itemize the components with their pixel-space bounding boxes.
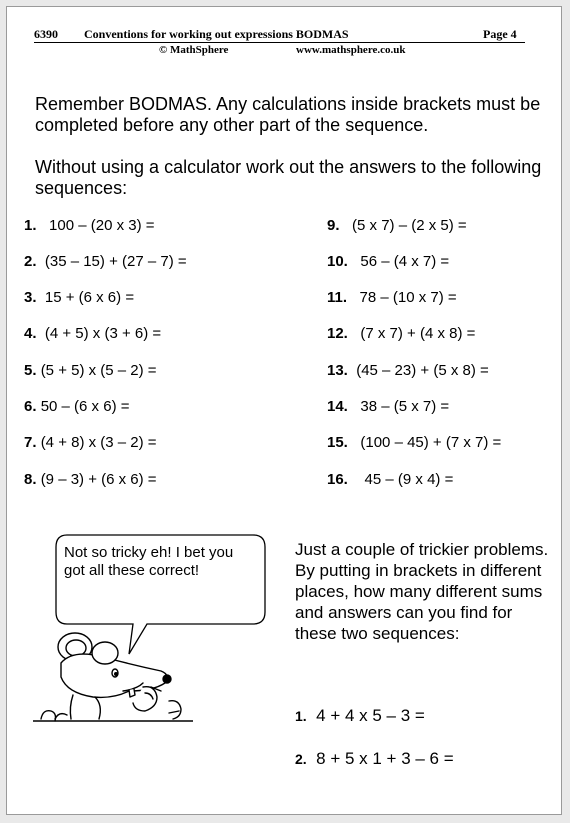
question-5 bbox=[24, 362, 157, 379]
question-number: 16. bbox=[327, 471, 348, 488]
copyright: © MathSphere bbox=[159, 44, 229, 56]
cartoon-mouse-icon bbox=[33, 627, 193, 727]
question-expression: (100 – 45) + (7 x 7) = bbox=[360, 434, 502, 451]
question-number: 10. bbox=[327, 253, 348, 270]
question-expression: (4 + 5) x (3 + 6) = bbox=[44, 325, 162, 342]
question-2 bbox=[24, 253, 187, 270]
worksheet-code: 6390 bbox=[34, 27, 58, 41]
question-expression: (45 – 23) + (5 x 8) = bbox=[356, 362, 489, 379]
question-1 bbox=[24, 217, 155, 234]
intro-text: Remember BODMAS. Any calculations inside brackets must be completed before any other part of the sequence. bbox=[35, 94, 541, 135]
question-number: 14. bbox=[327, 398, 348, 415]
trickier-problems-text: Just a couple of trickier problems. By putting in brackets in different places, how many different sums and answers can you find for these two sequences: bbox=[295, 540, 549, 643]
question-12 bbox=[327, 325, 475, 342]
question-11 bbox=[327, 289, 457, 306]
question-number: 15. bbox=[327, 434, 348, 451]
question-expression: (5 x 7) – (2 x 5) = bbox=[352, 217, 467, 234]
question-number: 7. bbox=[24, 434, 37, 451]
question-number: 2. bbox=[24, 253, 37, 270]
question-number: 4. bbox=[24, 325, 37, 342]
worksheet-page bbox=[6, 6, 562, 815]
question-expression: (35 – 15) + (27 – 7) = bbox=[44, 253, 187, 270]
trickier-question-2 bbox=[295, 749, 454, 769]
question-number: 13. bbox=[327, 362, 348, 379]
question-expression: (5 + 5) x (5 – 2) = bbox=[40, 362, 157, 379]
question-number: 9. bbox=[327, 217, 340, 234]
question-3 bbox=[24, 289, 134, 306]
question-8 bbox=[24, 471, 157, 488]
question-expression: (4 + 8) x (3 – 2) = bbox=[40, 434, 157, 451]
question-number: 3. bbox=[24, 289, 37, 306]
question-number: 12. bbox=[327, 325, 348, 342]
trickier-question-1 bbox=[295, 706, 425, 726]
question-number: 8. bbox=[24, 471, 37, 488]
question-6 bbox=[24, 398, 130, 415]
question-7 bbox=[24, 434, 157, 451]
question-expression: 45 – (9 x 4) = bbox=[364, 471, 454, 488]
question-13 bbox=[327, 362, 489, 379]
header-rule bbox=[34, 42, 525, 43]
website-url: www.mathsphere.co.uk bbox=[296, 44, 406, 56]
question-number: 1. bbox=[295, 708, 307, 724]
question-expression: 56 – (4 x 7) = bbox=[360, 253, 450, 270]
question-number: 11. bbox=[327, 289, 348, 306]
question-4 bbox=[24, 325, 161, 342]
question-number: 1. bbox=[24, 217, 37, 234]
question-16 bbox=[327, 471, 453, 488]
question-expression: 38 – (5 x 7) = bbox=[360, 398, 450, 415]
question-expression: 50 – (6 x 6) = bbox=[40, 398, 130, 415]
question-number: 2. bbox=[295, 751, 307, 767]
question-expression: 15 + (6 x 6) = bbox=[44, 289, 135, 306]
question-number: 6. bbox=[24, 398, 37, 415]
question-number: 5. bbox=[24, 362, 37, 379]
speech-bubble-text: Not so tricky eh! I bet you got all these correct! bbox=[64, 544, 234, 579]
question-expression: 8 + 5 x 1 + 3 – 6 = bbox=[316, 749, 454, 768]
question-14 bbox=[327, 398, 449, 415]
question-9 bbox=[327, 217, 467, 234]
page-number: Page 4 bbox=[483, 27, 517, 41]
question-expression: 4 + 4 x 5 – 3 = bbox=[316, 706, 425, 725]
question-15 bbox=[327, 434, 501, 451]
question-expression: (7 x 7) + (4 x 8) = bbox=[360, 325, 476, 342]
question-expression: (9 – 3) + (6 x 6) = bbox=[40, 471, 157, 488]
worksheet-title: Conventions for working out expressions BODMAS bbox=[84, 27, 349, 41]
question-expression: 78 – (10 x 7) = bbox=[359, 289, 457, 306]
instruction-text: Without using a calculator work out the answers to the following sequences: bbox=[35, 157, 542, 198]
question-10 bbox=[327, 253, 449, 270]
question-expression: 100 – (20 x 3) = bbox=[49, 217, 155, 234]
